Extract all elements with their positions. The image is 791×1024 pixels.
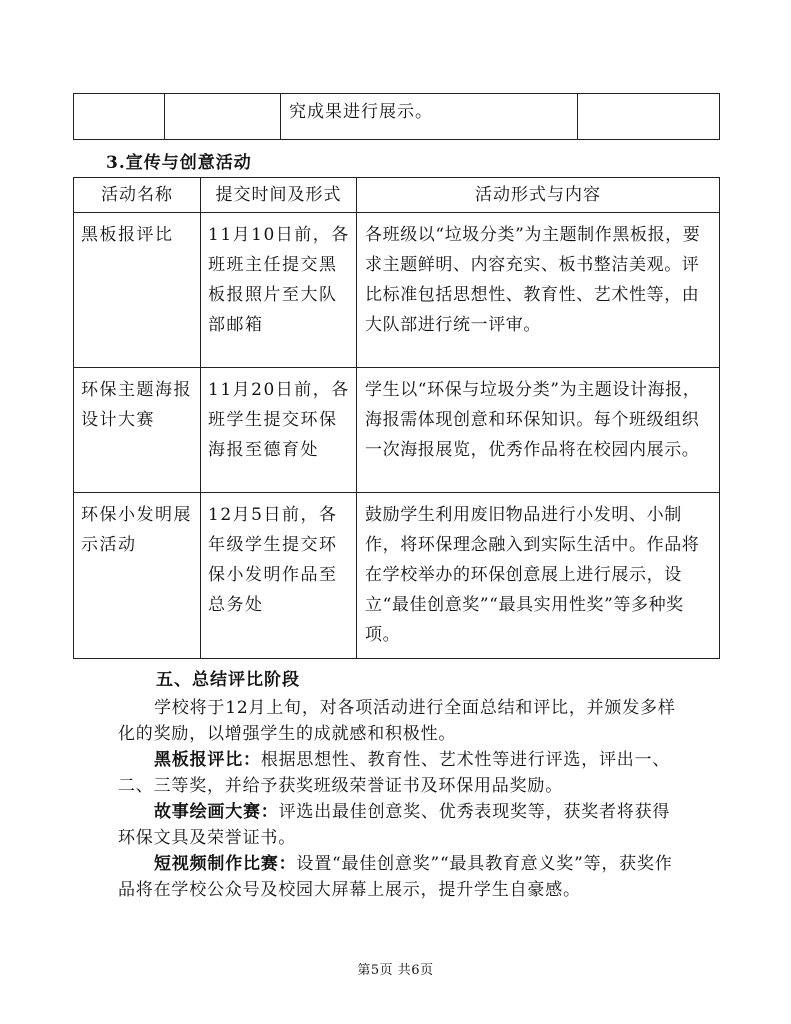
column-header-name: 活动名称 [74,178,201,213]
summary-item-text: 根据思想性、教育性、艺术性等进行评选，评出一、二、三等奖，并给予获奖班级荣誉证书及环保用品奖励。 [118,750,671,796]
activity-name: 黑板报评比 [74,213,201,368]
activity-time: 12月5日前，各年级学生提交环保小发明作品至总务处 [201,493,357,659]
summary-item-text: 评选出最佳创意奖、优秀表现奖等，获奖者将获得环保文具及荣誉证书。 [118,802,671,848]
column-header-time: 提交时间及形式 [201,178,357,213]
activity-table [73,177,720,659]
table-cell [74,94,165,140]
summary-item-label: 短视频制作比赛： [154,854,297,874]
activity-content: 各班级以“垃圾分类”为主题制作黑板报，要求主题鲜明、内容充实、板书整洁美观。评比标准包括思想性、教育性、艺术性等，由大队部进行统一评审。 [357,213,720,368]
page-number: 第5页 共6页 [357,963,434,978]
summary-section [118,667,678,903]
activity-time: 11月20日前，各班学生提交环保海报至德育处 [201,368,357,493]
summary-item-label: 故事绘画大赛： [154,802,279,822]
summary-item [118,851,678,903]
column-header-content: 活动形式与内容 [357,178,720,213]
continued-table [73,93,720,140]
table-cell: 究成果进行展示。 [281,94,578,140]
summary-item [118,799,678,851]
table-row [74,493,720,659]
summary-intro: 学校将于12月上旬，对各项活动进行全面总结和评比，并颁发多样化的奖励，以增强学生的成就感和积极性。 [118,698,676,744]
table-cell [578,94,720,140]
summary-heading: 五、总结评比阶段 [156,670,300,690]
activity-name: 环保主题海报设计大赛 [74,368,201,493]
activity-content: 鼓励学生利用废旧物品进行小发明、小制作，将环保理念融入到实际生活中。作品将在学校举办的环保创意展上进行展示，设立“最佳创意奖”“最具实用性奖”等多种奖项。 [357,493,720,659]
summary-item [118,747,678,799]
activity-name: 环保小发明展示活动 [74,493,201,659]
table-row [74,213,720,368]
activity-time: 11月10日前，各班班主任提交黑板报照片至大队部邮箱 [201,213,357,368]
section-heading: 3.宣传与创意活动 [106,153,252,173]
summary-item-label: 黑板报评比： [154,750,261,770]
table-cell [165,94,281,140]
table-row [74,94,720,140]
table-row [74,368,720,493]
activity-content: 学生以“环保与垃圾分类”为主题设计海报，海报需体现创意和环保知识。每个班级组织一次海报展览，优秀作品将在校园内展示。 [357,368,720,493]
table-header-row [74,178,720,213]
summary-item-text: 设置“最佳创意奖”“最具教育意义奖”等，获奖作品将在学校公众号及校园大屏幕上展示，提升学生自豪感。 [118,854,673,900]
